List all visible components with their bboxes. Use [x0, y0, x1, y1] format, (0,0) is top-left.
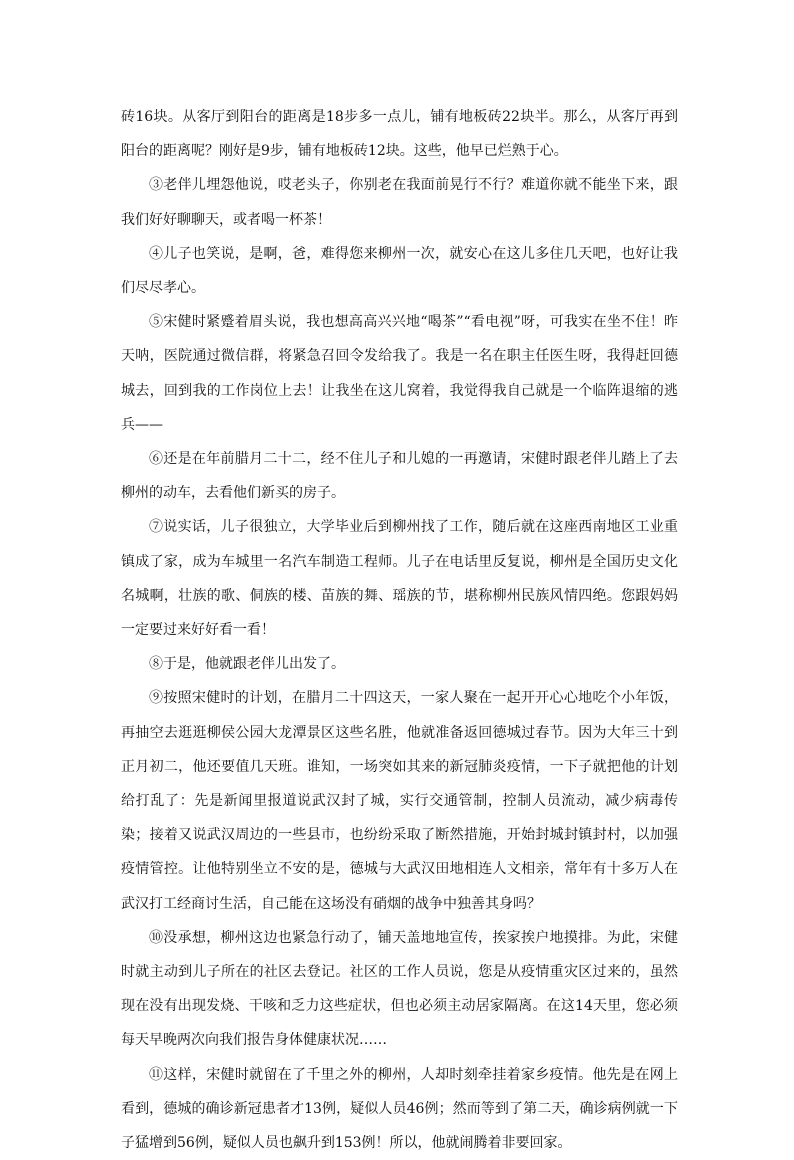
- article-body: [121, 100, 678, 1160]
- paragraph-8: ⑧于是，他就跟老伴儿出发了。: [149, 656, 345, 673]
- paragraph-5: ⑤宋健时紧蹙着眉头说，我也想高高兴兴地“喝茶”“看电视”呀，可我实在坐不住！昨天呐，医院通过微信群，将紧急召回令发给我了。我是一名在职主任医生呀，我得赶回德城去，回到我的工作岗位上去！让我坐在这儿窝着，我觉得我自己就是一个临阵退缩的逃兵——: [121, 314, 678, 433]
- paragraph-continued: 砖16块。从客厅到阳台的距离是18步多一点儿，铺有地板砖22块半。那么，从客厅再到阳台的距离呢？刚好是9步，铺有地板砖12块。这些，他早已烂熟于心。: [121, 109, 678, 160]
- paragraph-10: ⑩没承想，柳州这边也紧急行动了，铺天盖地地宣传，挨家挨户地摸排。为此，宋健时就主动到儿子所在的社区去登记。社区的工作人员说，您是从疫情重灾区过来的，虽然现在没有出现发烧、干咳和乏力这些症状，但也必须主动居家隔离。在这14天里，您必须每天早晚两次向我们报告身体健康状况……: [121, 929, 678, 1049]
- paragraph-7: ⑦说实话，儿子很独立，大学毕业后到柳州找了工作，随后就在这座西南地区工业重镇成了家，成为车城里一名汽车制造工程师。儿子在电话里反复说，柳州是全国历史文化名城啊，壮族的歌、侗族的楼、苗族的舞、瑶族的节，堪称柳州民族风情四绝。您跟妈妈一定要过来好好看一看！: [121, 519, 678, 639]
- paragraph-3: ③老伴儿埋怨他说，哎老头子，你别老在我面前晃行不行？难道你就不能坐下来，跟我们好好聊聊天，或者喝一杯茶！: [121, 177, 678, 228]
- paragraph-9: ⑨按照宋健时的计划，在腊月二十四这天，一家人聚在一起开开心心地吃个小年饭，再抽空去逛逛柳侯公园大龙潭景区这些名胜，他就准备返回德城过春节。因为大年三十到正月初二，他还要值几天班。谁知，一场突如其来的新冠肺炎疫情，一下子就把他的计划给打乱了：先是新闻里报道说武汉封了城，实行交通管制，控制人员流动，减少病毒传染；接着又说武汉周边的一些县市，也纷纷采取了断然措施，开始封城封镇封村，以加强疫情管控。让他特别坐立不安的是，德城与大武汉田地相连人文相亲，常年有十多万人在武汉打工经商讨生活，自己能在这场没有硝烟的战争中独善其身吗？: [121, 690, 678, 912]
- paragraph-6: ⑥还是在年前腊月二十二，经不住儿子和儿媳的一再邀请，宋健时跟老伴儿踏上了去柳州的动车，去看他们新买的房子。: [121, 451, 678, 502]
- paragraph-4: ④儿子也笑说，是啊，爸，难得您来柳州一次，就安心在这儿多住几天吧，也好让我们尽尽孝心。: [121, 245, 678, 297]
- paragraph-11: ⑪这样，宋健时就留在了千里之外的柳州，人却时刻牵挂着家乡疫情。他先是在网上看到，德城的确诊新冠患者才13例，疑似人员46例；然而等到了第二天，确诊病例就一下子猛增到56例，疑似人员也飙升到153例！所以，他就闹腾着非要回家。: [121, 1066, 678, 1152]
